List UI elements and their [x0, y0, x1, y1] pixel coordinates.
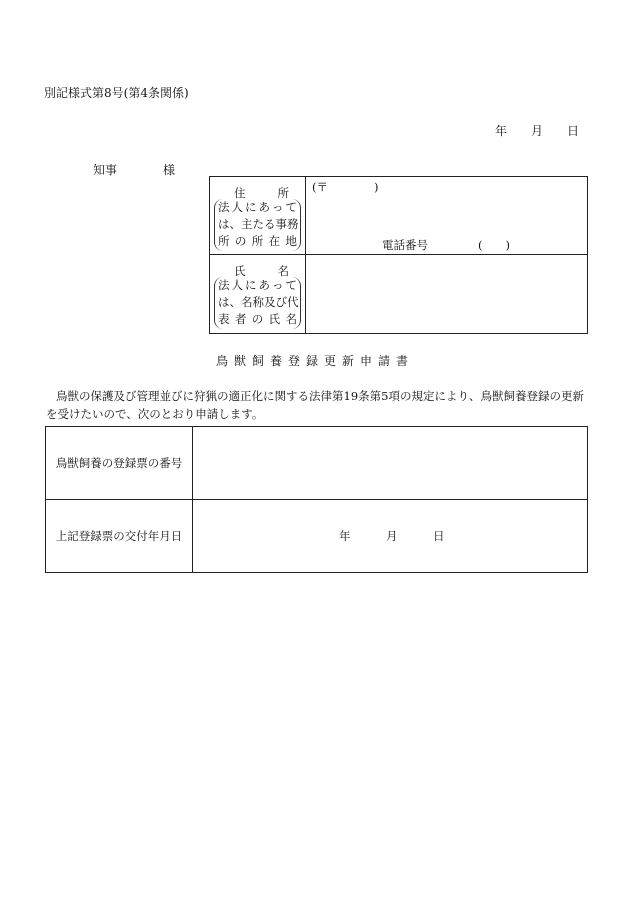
note-char: び	[275, 295, 287, 309]
note-char: あ	[258, 200, 270, 214]
note-char: た	[252, 217, 264, 231]
note-char: は	[218, 217, 230, 231]
note-char: 事	[275, 217, 287, 231]
note-char: 名	[241, 295, 253, 309]
address-note-bracket	[214, 199, 301, 251]
note-char: 所	[251, 234, 264, 248]
note-char: 及	[264, 295, 276, 309]
note-char: て	[285, 278, 297, 292]
phone-label: 電話番号	[382, 238, 428, 252]
applicant-table	[209, 176, 588, 334]
addressee-honorific: 様	[163, 163, 176, 177]
note-char: 表	[218, 312, 230, 326]
name-note-line-1	[218, 277, 297, 294]
date-month-label: 月	[531, 124, 544, 138]
note-char: に	[245, 200, 257, 214]
note-char: 所	[218, 234, 230, 248]
note-char: 氏	[268, 312, 281, 326]
date-day-label: 日	[567, 124, 580, 138]
application-statement: 鳥獣の保護及び管理並びに狩猟の適正化に関する法律第19条第5項の規定により、鳥獣飼養登録の更新を受けたいので、次のとおり申請します。	[46, 389, 584, 421]
addressee-title: 知事	[93, 163, 118, 177]
note-char: 人	[231, 278, 243, 292]
address-field[interactable]	[306, 177, 588, 255]
issue-date-label: 上記登録票の交付年月日	[46, 500, 193, 573]
note-char: 地	[285, 234, 297, 248]
note-char: あ	[258, 278, 270, 292]
note-char: っ	[272, 200, 284, 214]
name-note-line-3	[218, 311, 297, 328]
issue-date-day-label: 日	[433, 529, 445, 543]
form-number: 別記様式第8号(第4条関係)	[44, 86, 189, 100]
name-label-char: 名	[277, 264, 289, 278]
address-label-char: 所	[277, 186, 289, 200]
note-char: 、	[229, 217, 241, 231]
note-char: っ	[272, 278, 284, 292]
note-char: は	[218, 295, 230, 309]
note-char: て	[285, 200, 297, 214]
note-char: の	[234, 234, 247, 248]
name-label-cell	[210, 255, 306, 334]
name-label-char: 氏	[234, 264, 246, 278]
note-char: に	[245, 278, 257, 292]
date-year-label: 年	[495, 124, 508, 138]
name-note-line-2	[218, 294, 297, 311]
note-char: 、	[229, 295, 241, 309]
name-note-bracket	[214, 277, 301, 329]
note-char: 代	[287, 295, 299, 309]
note-char: 法	[218, 200, 230, 214]
note-char: 務	[287, 217, 299, 231]
address-label-cell	[210, 177, 306, 255]
address-note-line-1	[218, 199, 297, 216]
postal-code-field[interactable]: (〒 )	[312, 180, 379, 194]
issue-date-month-label: 月	[386, 529, 398, 543]
registration-number-label: 鳥獣飼養の登録票の番号	[46, 427, 193, 500]
address-note-line-2	[218, 216, 297, 233]
note-char: る	[264, 217, 276, 231]
document-title: 鳥獣飼養登録更新申請書	[215, 354, 414, 368]
note-char: 在	[268, 234, 281, 248]
address-note-line-3	[218, 233, 297, 250]
note-char: 法	[218, 278, 230, 292]
note-char: 称	[252, 295, 264, 309]
note-char: 人	[231, 200, 243, 214]
name-field[interactable]	[306, 255, 588, 334]
issue-date-year-label: 年	[339, 529, 351, 543]
registration-table	[45, 426, 588, 573]
note-char: 主	[241, 217, 253, 231]
address-label-char: 住	[234, 186, 246, 200]
note-char: の	[251, 312, 264, 326]
note-char: 名	[285, 312, 297, 326]
registration-number-field[interactable]	[193, 427, 588, 500]
issue-date-field[interactable]	[193, 500, 588, 573]
note-char: 者	[234, 312, 247, 326]
phone-area-code-field[interactable]: ( )	[478, 238, 510, 252]
